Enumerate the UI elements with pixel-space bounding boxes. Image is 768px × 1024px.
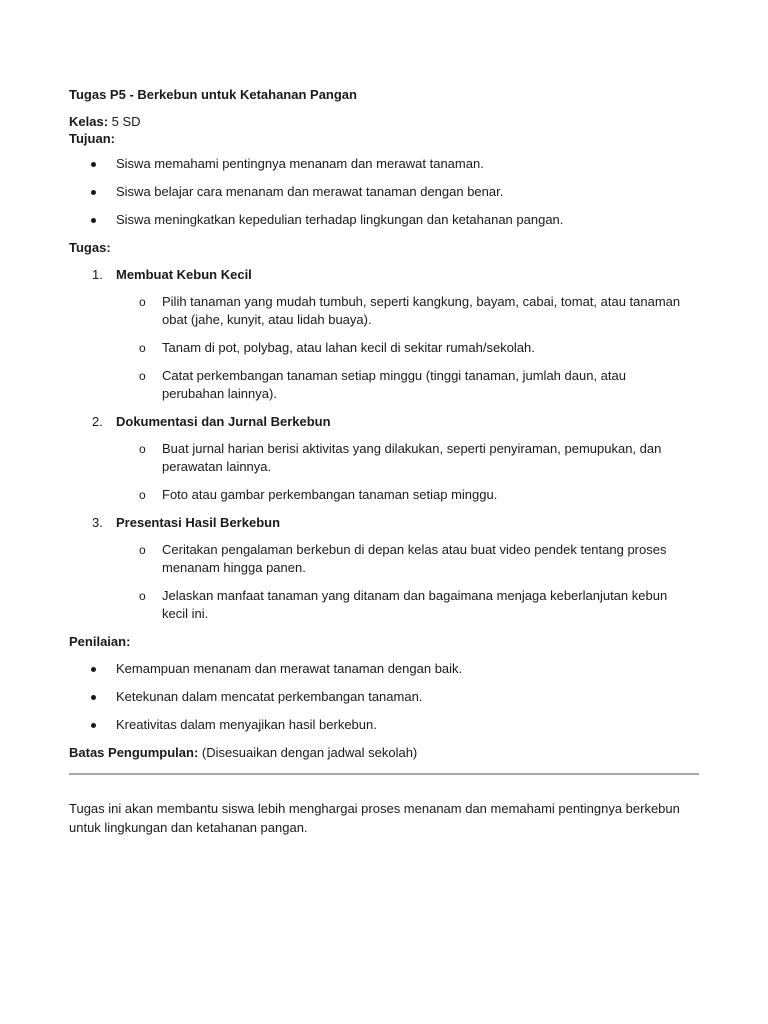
circle-bullet-icon: o xyxy=(139,589,146,603)
bullet-icon xyxy=(91,723,96,728)
goal-list xyxy=(69,155,699,229)
bullet-icon xyxy=(91,695,96,700)
list-item xyxy=(116,587,699,623)
task-title: Membuat Kebun Kecil xyxy=(116,267,252,282)
class-value: 5 SD xyxy=(108,114,141,129)
deadline-line xyxy=(69,744,699,762)
list-item xyxy=(69,183,699,201)
list-item xyxy=(116,440,699,476)
bullet-icon xyxy=(91,667,96,672)
circle-bullet-icon: o xyxy=(139,442,146,456)
goal-text: Siswa meningkatkan kepedulian terhadap lingkungan dan ketahanan pangan. xyxy=(116,212,564,227)
list-item xyxy=(116,367,699,403)
task-detail: Catat perkembangan tanaman setiap minggu (tinggi tanaman, jumlah daun, atau perubahan lainnya). xyxy=(162,368,626,401)
list-item xyxy=(69,688,699,706)
list-item xyxy=(69,716,699,734)
task-detail: Buat jurnal harian berisi aktivitas yang dilakukan, seperti penyiraman, pemupukan, dan perawatan lainnya. xyxy=(162,441,662,474)
horizontal-divider xyxy=(69,773,699,775)
closing-paragraph: Tugas ini akan membantu siswa lebih menghargai proses menanam dan memahami pentingnya berkebun untuk lingkungan dan ketahanan pangan. xyxy=(69,801,680,835)
task-title: Dokumentasi dan Jurnal Berkebun xyxy=(116,414,331,429)
circle-bullet-icon: o xyxy=(139,369,146,383)
task-item xyxy=(69,266,699,403)
class-line xyxy=(69,113,699,130)
circle-bullet-icon: o xyxy=(139,295,146,309)
assessment-text: Kreativitas dalam menyajikan hasil berkebun. xyxy=(116,717,377,732)
task-detail: Jelaskan manfaat tanaman yang ditanam dan bagaimana menjaga keberlanjutan kebun kecil ini. xyxy=(162,588,668,621)
task-detail: Tanam di pot, polybag, atau lahan kecil di sekitar rumah/sekolah. xyxy=(162,340,535,355)
list-item xyxy=(116,339,699,357)
task-number: 1. xyxy=(92,267,103,282)
task-sublist xyxy=(116,541,699,623)
task-sublist xyxy=(116,293,699,403)
task-item xyxy=(69,514,699,623)
list-item xyxy=(69,211,699,229)
tasks-label: Tugas: xyxy=(69,240,111,255)
deadline-label: Batas Pengumpulan: xyxy=(69,745,199,760)
goal-text: Siswa belajar cara menanam dan merawat tanaman dengan benar. xyxy=(116,184,504,199)
goal-text: Siswa memahami pentingnya menanam dan merawat tanaman. xyxy=(116,156,484,171)
bullet-icon xyxy=(91,190,96,195)
assessment-list xyxy=(69,660,699,734)
document-page xyxy=(69,86,699,837)
task-number: 3. xyxy=(92,515,103,530)
assessment-text: Ketekunan dalam mencatat perkembangan tanaman. xyxy=(116,689,423,704)
task-detail: Pilih tanaman yang mudah tumbuh, seperti kangkung, bayam, cabai, tomat, atau tanaman obat (jahe, kunyit, atau lidah buaya). xyxy=(162,294,681,327)
list-item xyxy=(69,155,699,173)
task-sublist xyxy=(116,440,699,504)
assessment-label: Penilaian: xyxy=(69,634,131,649)
bullet-icon xyxy=(91,218,96,223)
circle-bullet-icon: o xyxy=(139,543,146,557)
document-title: Tugas P5 - Berkebun untuk Ketahanan Pangan xyxy=(69,87,357,102)
deadline-value: (Disesuaikan dengan jadwal sekolah) xyxy=(198,745,418,760)
assessment-text: Kemampuan menanam dan merawat tanaman dengan baik. xyxy=(116,661,463,676)
list-item xyxy=(69,660,699,678)
task-title: Presentasi Hasil Berkebun xyxy=(116,515,281,530)
list-item xyxy=(116,541,699,577)
task-number: 2. xyxy=(92,414,103,429)
circle-bullet-icon: o xyxy=(139,341,146,355)
circle-bullet-icon: o xyxy=(139,488,146,502)
task-detail: Ceritakan pengalaman berkebun di depan kelas atau buat video pendek tentang proses menanam hingga panen. xyxy=(162,542,667,575)
task-item xyxy=(69,413,699,504)
task-detail: Foto atau gambar perkembangan tanaman setiap minggu. xyxy=(162,487,498,502)
list-item xyxy=(116,293,699,329)
goal-label: Tujuan: xyxy=(69,131,115,146)
list-item xyxy=(116,486,699,504)
bullet-icon xyxy=(91,162,96,167)
class-label: Kelas: xyxy=(69,114,109,129)
task-list xyxy=(69,266,699,623)
